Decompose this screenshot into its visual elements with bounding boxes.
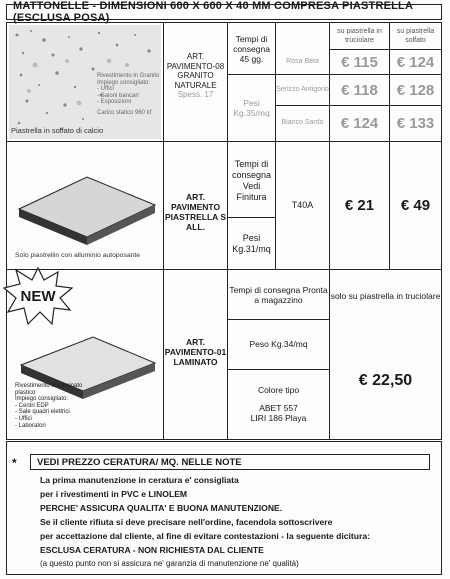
col-header-truciolare: su piastrella in truciolare	[337, 28, 382, 44]
aluminium-tile-photo	[9, 143, 161, 267]
granite-photo-caption: Piastrella in solfato di calcio	[11, 126, 104, 135]
product-code: T40A	[291, 200, 314, 211]
variant-name: Bianco Sardo	[281, 119, 324, 127]
color-item: LIRI 186 Playa	[250, 413, 307, 424]
granite-weight-note: Carico statico 960 kf	[97, 109, 152, 116]
granite-notes	[97, 73, 161, 117]
article-laminato: ART. PAVIMENTO-01 LAMINATO	[164, 337, 227, 367]
note-line: per accettazione dal cliente, al fine di evitare contestazioni - la seguente dicitura:	[40, 531, 370, 541]
note-line: Se il cliente rifiuta si deve precisare nell'ordine, facendola sottoscrivere	[40, 517, 333, 527]
aluminium-weight: Pesi Kg.31/mq	[232, 232, 271, 254]
laminate-weight: Peso Kg.34/mq	[249, 339, 308, 350]
granite-note-line: - Uffici	[97, 86, 114, 93]
tile-slab-icon	[9, 143, 161, 253]
article-granito-sub: Spess. 17	[177, 90, 214, 100]
article-piastrella: ART. PAVIMENTO PIASTRELLA S ALL.	[164, 192, 227, 232]
laminate-note-line: Impiego consigliato:	[15, 396, 69, 403]
laminate-delivery: Tempi di consegna Pronta a magazzino	[229, 284, 328, 305]
aluminium-price-solfato: € 49	[400, 197, 431, 214]
note-highlight-box: VEDI PREZZO CERATURA/ MQ. NELLE NOTE	[30, 454, 430, 470]
variant-name: Rosa Beta	[286, 57, 319, 65]
note-disclaimer: (a questo punto non si assicura ne' garanzia di manutenzione ne' qualità)	[40, 559, 299, 568]
note-line: La prima manutenzione in ceratura e' consigliata	[40, 475, 239, 485]
granite-delivery: Tempi di consegna 45 gg.	[233, 33, 270, 65]
granite-weight: Pesi Kg.35/mq	[233, 97, 270, 118]
article-granito-label: ART. PAVIMENTO-08 GRANITO NATURALE	[166, 52, 225, 90]
granite-note-line: - Saloni bancari	[97, 92, 139, 99]
color-label: Colore tipo	[257, 384, 300, 395]
laminate-price: € 22,50	[358, 371, 413, 389]
laminate-notes	[15, 383, 95, 429]
color-item: ABET 557	[259, 402, 298, 413]
aluminium-delivery: Tempi di consegna Vedi Finitura	[231, 159, 272, 202]
variant-price-truciolare: € 115	[341, 53, 378, 71]
variant-price-solfato: € 133	[396, 115, 435, 132]
note-line: per i rivestimenti in PVC e LINOLEM	[40, 489, 188, 499]
aluminium-photo-caption: Solo piastrellin con alluminio autoposante	[15, 252, 141, 259]
laminate-note-line: Rivestimento in Laminato plastico	[15, 383, 83, 396]
variant-price-truciolare: € 124	[340, 115, 379, 132]
variant-price-solfato: € 124	[396, 53, 435, 71]
laminate-colors	[228, 370, 329, 438]
variant-price-solfato: € 128	[396, 81, 435, 99]
variant-price-truciolare: € 118	[341, 81, 378, 99]
new-badge	[2, 266, 74, 326]
note-line: PERCHE' ASSICURA QUALITA' E BUONA MANUTENZIONE.	[40, 503, 283, 513]
granite-note-line: - Esposizioni	[97, 99, 132, 106]
note-line: ESCLUSA CERATURA - NON RICHIESTA DAL CLIENTE	[40, 545, 264, 555]
article-granito	[164, 51, 227, 101]
laminate-note-line: - Centri EDP	[15, 402, 49, 409]
granite-note-line: Impiego consigliato:	[97, 79, 151, 86]
new-badge-label: NEW	[20, 287, 56, 305]
page-title: MATTONELLE - DIMENSIONI 600 X 600 X 40 MM COMPRESA PIASTRELLA (ESCLUSA POSA)	[6, 4, 442, 20]
granite-note-line: Rivestimento in Granito	[97, 73, 160, 79]
laminate-note-line: - Laboratori	[15, 422, 46, 429]
variant-name: Serizzo Antigorio	[276, 85, 329, 93]
laminate-price-header: solo su piastrella in truciolare	[330, 290, 441, 301]
aluminium-price-truciolare: € 21	[344, 197, 375, 214]
col-header-solfato: su piastrella solfato	[396, 28, 435, 44]
note-asterisk: *	[12, 456, 17, 470]
laminate-note-line: - Sale quadri elettrici	[15, 409, 70, 416]
laminate-note-line: - Uffici	[15, 415, 32, 422]
price-table	[6, 22, 442, 440]
